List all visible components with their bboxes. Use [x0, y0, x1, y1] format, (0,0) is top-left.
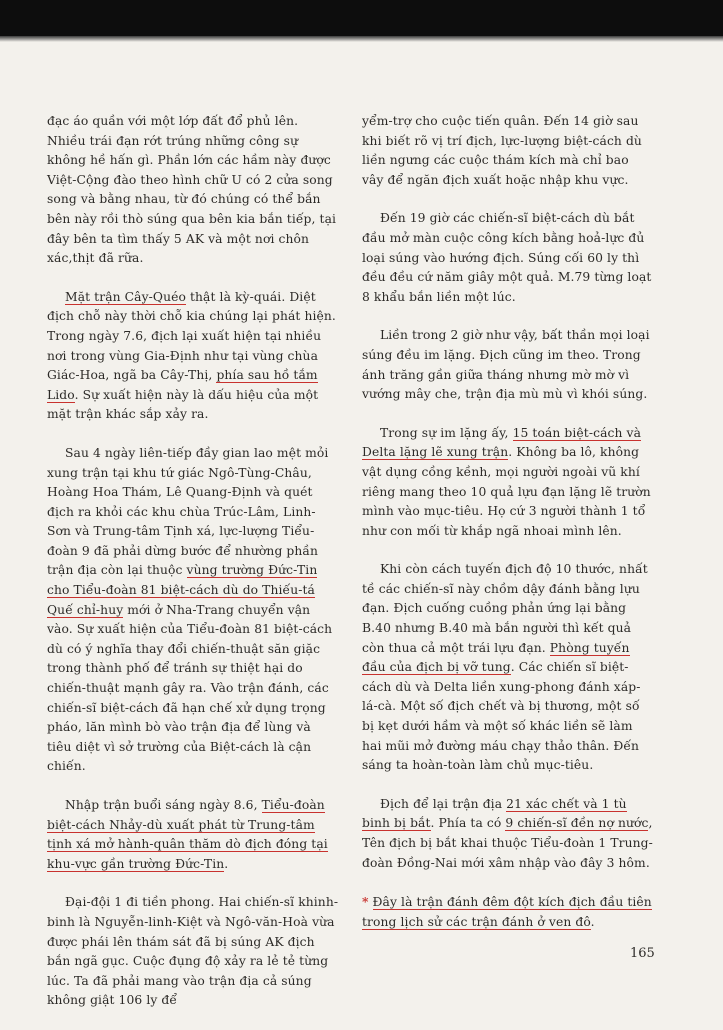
left-paragraph-1 [47, 112, 339, 269]
underlined-phrase: Tiểu-đoàn biệt-cách Nhảy-dù xuất phát từ Trung-tâm tịnh xá mở hành-quân thăm dò địch đóng tại khu-vực gần trường Đức-Tin [47, 798, 328, 871]
left-paragraph-2 [47, 288, 339, 425]
paragraph-text: . Không ba lô, không vật dụng cồng kềnh, mọi người ngoài vũ khí riêng mang theo 10 quả lựu đạn lặng lẽ trườn mình vào mục-tiêu. Họ cứ 3 người thành 1 tổ như con mối từ khắp ngã nhoai mình lên. [362, 445, 651, 538]
paragraph-text: Đại-đội 1 đi tiền phong. Hai chiến-sĩ khinh-binh là Nguyễn-linh-Kiệt và Ngô-văn-Hoà vừa được phái lên thám sát đã bị súng AK địch bắn ngã gục. Cuộc đụng độ xảy ra lẻ tẻ từng lúc. Ta đã phải mang vào trận địa cả súng không giật 106 ly để [47, 895, 339, 1008]
underlined-phrase: vùng trường Đức-Tin cho Tiểu-đoàn 81 biệt-cách dù do Thiếu-tá Quế chỉ-huy [47, 563, 318, 617]
paragraph-text: . [224, 856, 229, 871]
paragraph-text: Đến 19 giờ các chiến-sĩ biệt-cách dù bắt đầu mở màn cuộc công kích bằng hoả-lực đủ loại súng vào hướng địch. Súng cối 60 ly thì đều đều cứ năm giây một quả. M.79 từng loạt 8 khẩu bắn liền một lúc. [362, 211, 652, 304]
underlined-phrase: Đây là trận đánh đêm đột kích địch đầu tiên trong lịch sử các trận đánh ở ven đô [362, 895, 652, 929]
paragraph-text: Trong sự im lặng ấy, [380, 425, 513, 440]
handwritten-asterisk-icon: * [362, 894, 369, 910]
underlined-phrase: 15 toán biệt-cách và Delta lặng lẽ xung trận [362, 425, 642, 460]
scan-top-border [0, 0, 723, 36]
scan-top-shadow [0, 36, 723, 42]
right-paragraph-6 [362, 795, 654, 873]
page-number: 165 [630, 946, 655, 961]
underlined-phrase: 21 xác chết và 1 tù binh bị bắt [362, 796, 627, 831]
paragraph-text: , Tên địch bị bắt khai thuộc Tiểu-đoàn 1 Trung-đoàn Đồng-Nai mới xâm nhập vào đây 3 hôm. [362, 816, 653, 870]
paragraph-text: mới ở Nha-Trang chuyển vận vào. Sự xuất hiện của Tiểu-đoàn 81 biệt-cách dù có ý nghĩa thay đổi chiến-thuật săn giặc trong thành phố để tránh sự thiệt hại do chiến-thuật mạnh gây ra. Vào trận đánh, các chiến-sĩ biệt-cách đã hạn chế xử dụng trọng pháo, lăn mình bò vào trận địa để lùng và tiêu diệt vì sở trường của Biệt-cách là cận chiến. [47, 602, 333, 774]
left-paragraph-4 [47, 796, 339, 874]
underlined-phrase: 9 chiến-sĩ đền nợ nước [505, 816, 649, 831]
paragraph-text: Nhập trận buổi sáng ngày 8.6, [65, 798, 262, 812]
right-paragraph-3 [362, 326, 654, 404]
left-column [47, 112, 339, 1030]
right-paragraph-7 [362, 892, 654, 932]
underlined-phrase: Mặt trận Cây-Quéo [65, 289, 186, 304]
paragraph-text: . Sự xuất hiện này là dấu hiệu của một mặt trận khác sắp xảy ra. [47, 387, 319, 422]
underlined-phrase: phía sau hồ tắm Lido [47, 368, 318, 402]
paragraph-text: . Phía ta có [430, 816, 506, 831]
paragraph-text: thật là kỳ-quái. Diệt địch chỗ này thời chỗ kia chúng lại phát hiện. Trong ngày 7.6, địch lại xuất hiện tại nhiều nơi trong vùng Gia-Định như tại vùng chùa Giác-Hoa, ngã ba Cây-Thị, [47, 289, 336, 383]
paragraph-text: . Các chiến sĩ biệt-cách dù và Delta liền xung-phong đánh xáp-lá-cà. Một số địch chết và bị thương, một số bị kẹt dưới hầm và một số khác liền sẽ làm hai mũi mở đường máu chạy thảo thân. Đến sáng ta hoàn-toàn làm chủ mục-tiêu. [362, 660, 641, 773]
right-column [362, 112, 654, 951]
right-paragraph-4 [362, 424, 654, 542]
underlined-phrase: Phòng tuyến đầu của địch bị vỡ tung [362, 640, 630, 675]
right-paragraph-2 [362, 209, 654, 307]
paragraph-text: Khi còn cách tuyến địch độ 10 thước, nhất tề các chiến-sĩ này chồm dậy đánh bằng lựu đạn. Địch cuống cuồng phản ứng lại bằng B.40 nhưng B.40 mà bắn người thì kết quả còn thua cả một trái lựu đạn. [362, 562, 648, 655]
left-paragraph-5 [47, 893, 339, 1011]
paragraph-text: Sau 4 ngày liên-tiếp đầy gian lao mệt mỏi xung trận tại khu tứ giác Ngô-Tùng-Châu, Hoàng Hoa Thám, Lê Quang-Định và quét địch ra khỏi các khu chùa Trúc-Lâm, Linh-Sơn và Trung-tâm Tịnh xá, lực-lượng Tiểu-đoàn 9 đã phải dừng bước để nhường phần trận địa còn lại thuộc [47, 445, 329, 578]
paragraph-text: Địch để lại trận địa [380, 796, 507, 811]
right-paragraph-1 [362, 112, 654, 190]
paragraph-text: đạc áo quần với một lớp đất đổ phủ lên. Nhiều trái đạn rớt trúng những công sự không hề hấn gì. Phần lớn các hầm này được Việt-Cộng đào theo hình chữ U có 2 cửa song song và bằng nhau, từ đó chúng có thể bắn bên này rồi thò súng qua bên kia bắn tiếp, tại đây bên ta tìm thấy 5 AK và một nơi chôn xác,thịt đã rữa. [47, 114, 337, 266]
left-paragraph-3 [47, 444, 339, 777]
right-paragraph-5 [362, 560, 654, 776]
paragraph-text: . [590, 914, 595, 929]
paragraph-text: yểm-trợ cho cuộc tiến quân. Đến 14 giờ sau khi biết rõ vị trí địch, lực-lượng biệt-cách dù liền ngưng các cuộc thám kích mà chỉ bao vây để ngăn địch xuất hoặc nhập khu vực. [362, 114, 642, 187]
paragraph-text: Liền trong 2 giờ như vậy, bất thần mọi loại súng đều im lặng. Địch cũng im theo. Trong ánh trăng gần giữa tháng nhưng mờ mờ vì vướng mây che, trận địa mù mù vì khói súng. [362, 328, 650, 402]
